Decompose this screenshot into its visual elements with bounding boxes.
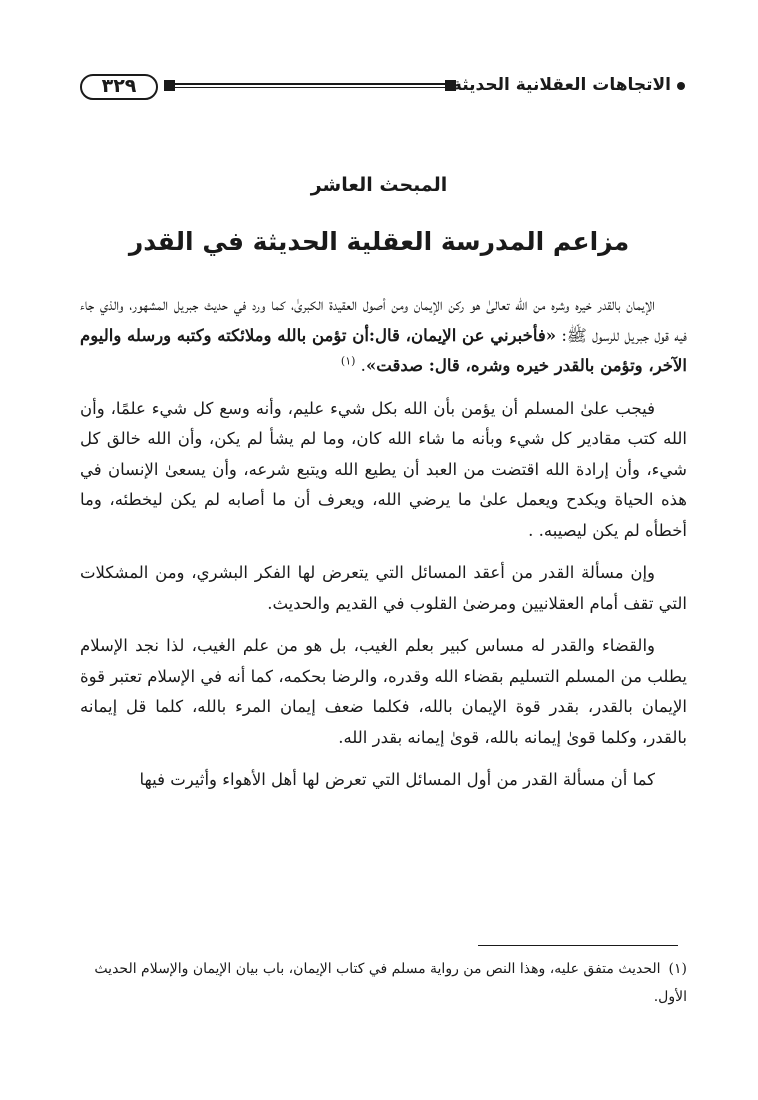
section-label: المبحث العاشر	[310, 174, 448, 196]
paragraph-tail: .	[355, 356, 366, 375]
paragraph	[80, 290, 687, 382]
footnote	[80, 955, 687, 1011]
header-rule-end-square	[164, 80, 175, 91]
footnote-number: (١)	[668, 961, 687, 977]
running-title: الاتجاهات العقلانية الحديثة	[451, 75, 671, 95]
hadith-quote: «فأخبرني عن الإيمان، قال:أن تؤمن بالله وملائكته وكتبه ورسله واليوم الآخر، وتؤمن بالقدر خيره وشره، قال: صدقت»	[80, 325, 687, 375]
page-number: ٣٢٩	[80, 74, 158, 100]
body-text	[80, 290, 687, 808]
paragraph: والقضاء والقدر له مساس كبير بعلم الغيب، بل هو من علم الغيب، لذا نجد الإسلام يطلب من المسلم التسليم بقضاء الله وقدره، والرضا بحكمه، كما أنه في الإسلام تعتبر قوة الإيمان بالقدر، بقدر قوة الإيمان بالله، فكلما ضعف إيمان المرء بالله، كلما قل إيمانه بالقدر، وكلما قوىٰ إيمانه بالله، قوىٰ إيمانه بقدر الله.	[80, 636, 687, 747]
footnote-separator	[478, 945, 678, 946]
paragraph: وإن مسألة القدر من أعقد المسائل التي يتعرض لها الفكر البشري، ومن المشكلات التي تقف أمام العقلانيين ومرضىٰ القلوب في القديم والحديث.	[80, 563, 687, 613]
footnote-text: الحديث متفق عليه، وهذا النص من رواية مسلم في كتاب الإيمان، باب بيان الإيمان والإسلام الحديث الأول.	[94, 961, 687, 1005]
chapter-title: مزاعم المدرسة العقلية الحديثة في القدر	[128, 227, 630, 256]
header-rule-thin	[175, 87, 445, 88]
running-header	[80, 72, 685, 106]
footnote-reference: (١)	[340, 354, 356, 368]
paragraph-text: الإيمان بالقدر خيره وشره من الله تعالىٰ هو ركن الإيمان ومن أصول العقيدة الكبرىٰ، كما ورد في حديث جبريل المشهور، والذي جاء فيه قول جبريل للرسول ﷺ:	[80, 295, 687, 345]
paragraph: كما أن مسألة القدر من أول المسائل التي تعرض لها أهل الأهواء وأثيرت فيها	[139, 770, 655, 789]
paragraph: فيجب علىٰ المسلم أن يؤمن بأن الله بكل شيء عليم، وأنه وسع كل شيء علمًا، وأن الله كتب مقادير كل شيء وبأنه ما شاء الله كان، وما لم يشأ لم يكن، وأن الله خالق كل شيء، وأن إرادة الله اقتضت من العبد أن يطيع الله ويتبع شرعه، وأن يسعىٰ الإنسان في هذه الحياة ويكدح ويعمل علىٰ ما يرضي الله، ويعرف أن ما أصابه لم يكن ليخطئه، وما أخطأه لم يكن ليصيبه. .	[80, 398, 687, 540]
header-rule-thick	[175, 83, 445, 85]
header-bullet-icon	[677, 82, 685, 90]
